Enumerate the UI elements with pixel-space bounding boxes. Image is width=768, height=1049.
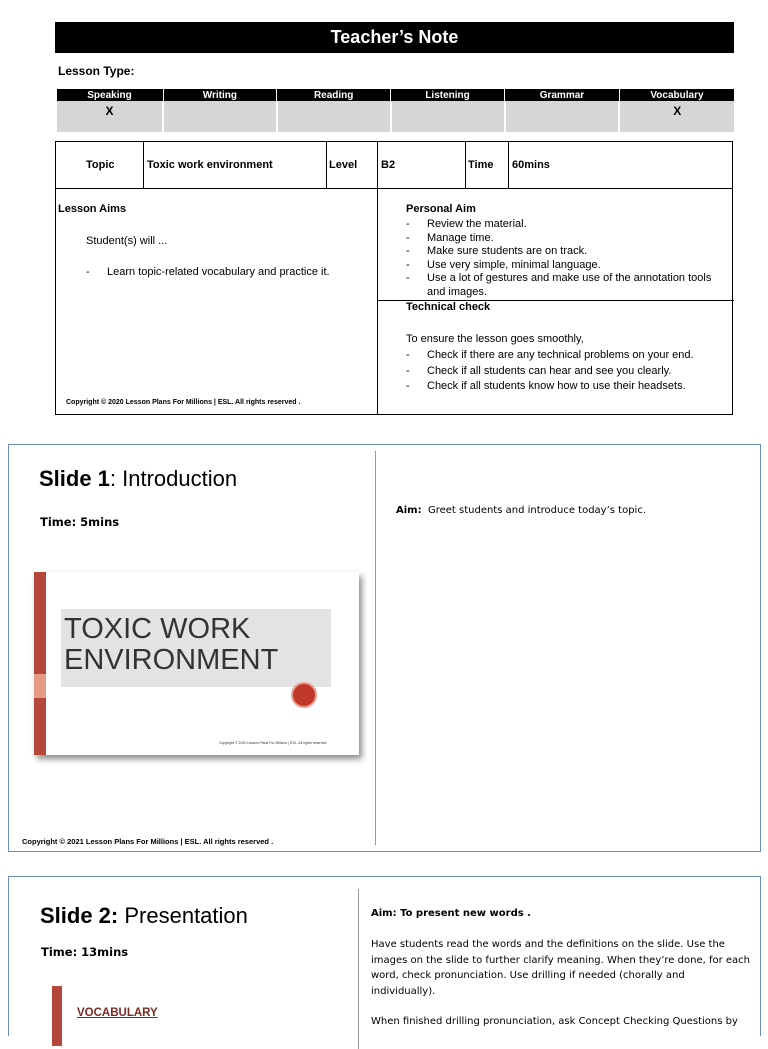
personal-aim-list [406,218,726,299]
list-item: - Check if all students know how to use their headsets. [406,380,686,392]
slide-1-title: Slide 1: Introduction [39,466,238,491]
list-item: - Manage time. [406,231,494,244]
divider [508,142,509,188]
list-item: - Use a lot of gestures and make use of the annotation tools and images. [406,272,712,298]
lesson-type-mark: X [56,101,163,132]
divider [375,451,376,845]
copyright-text: Copyright © 2021 Lesson Plans For Millions | ESL. All rights reserved . [22,837,274,846]
topic-label: Topic [86,159,115,171]
divider [465,142,466,188]
time-label: Time [468,159,494,171]
lesson-type-mark [391,101,505,132]
thumbnail-heading: VOCABULARY [77,1007,158,1019]
lesson-type-table [55,89,734,132]
topic-value: Toxic work environment [147,159,273,171]
lesson-type-header: Vocabulary [619,89,734,101]
copyright-text: Copyright © 2020 Lesson Plans For Millions | ESL. All rights reserved . [66,399,301,406]
lesson-type-header: Listening [391,89,505,101]
aim-text: To present new words . [400,908,531,919]
lesson-type-header: Grammar [505,89,620,101]
divider [143,142,144,188]
divider [326,142,327,188]
accent-bar [34,572,46,755]
lesson-info-row [56,142,732,189]
lesson-aims-item: - Learn topic-related vocabulary and practice it. [86,266,330,278]
technical-check-title: Technical check [406,301,491,313]
slide-2-instructions: Have students read the words and the definitions on the slide. Use the images on the slide to further clarify meaning. When they’re done, for each word, check pronunciation. Use drilling if needed (chorally and individually). [371,939,750,997]
slide-2-aim [371,906,531,922]
slide-2-title: Slide 2: Presentation [40,903,248,928]
aim-label: Aim: [371,908,397,919]
list-item: - Review the material. [406,218,527,230]
list-item: - Check if all students can hear and see you clearly. [406,364,672,377]
slide-2-instructions-continued: When finished drilling pronunciation, ask Concept Checking Questions by [371,1016,738,1027]
lesson-type-mark [505,101,620,132]
lesson-type-mark: X [619,101,734,132]
accent-bar [52,986,62,1046]
thumbnail-copyright: Copyright © 2020 Lesson Plans For Millions | ESL. All rights reserved. [219,741,328,745]
slide-1-thumbnail [34,572,359,755]
lesson-type-header: Speaking [56,89,163,101]
list-item: - Check if there are any technical problems on your end. [406,349,694,361]
lesson-aims-item-text: Learn topic-related vocabulary and practice it. [107,266,330,278]
lesson-type-header: Reading [277,89,391,101]
lesson-type-label: Lesson Type: [58,64,135,78]
aim-text: Greet students and introduce today’s topic. [427,505,647,516]
aim-label: Aim: [396,505,422,516]
technical-check-list [406,348,726,395]
slide-2-panel [8,876,761,1036]
lesson-type-mark [163,101,277,132]
list-item: - Make sure students are on track. [406,245,588,257]
divider [358,889,359,1049]
thumbnail-title: TOXIC WORK ENVIRONMENT [64,613,279,676]
slide-1-panel [8,444,761,852]
divider [377,142,378,415]
slide-1-time: Time: 5mins [40,515,120,529]
lesson-aims-title: Lesson Aims [58,203,127,215]
time-value: 60mins [512,159,550,171]
decorative-circle-icon [291,682,317,708]
slide-2-time: Time: 13mins [41,945,129,959]
level-label: Level [329,159,358,171]
lesson-type-mark [277,101,391,132]
lesson-type-header: Writing [163,89,277,101]
technical-check-intro: To ensure the lesson goes smoothly, [406,333,584,345]
accent-bar [34,674,46,698]
list-item: - Use very simple, minimal language. [406,258,601,271]
level-value: B2 [381,159,396,171]
slide-1-aim [396,503,646,519]
lesson-aims-intro: Student(s) will ... [86,235,168,247]
page-title: Teacher’s Note [55,22,734,53]
lesson-info-box [55,141,733,415]
personal-aim-title: Personal Aim [406,203,476,215]
